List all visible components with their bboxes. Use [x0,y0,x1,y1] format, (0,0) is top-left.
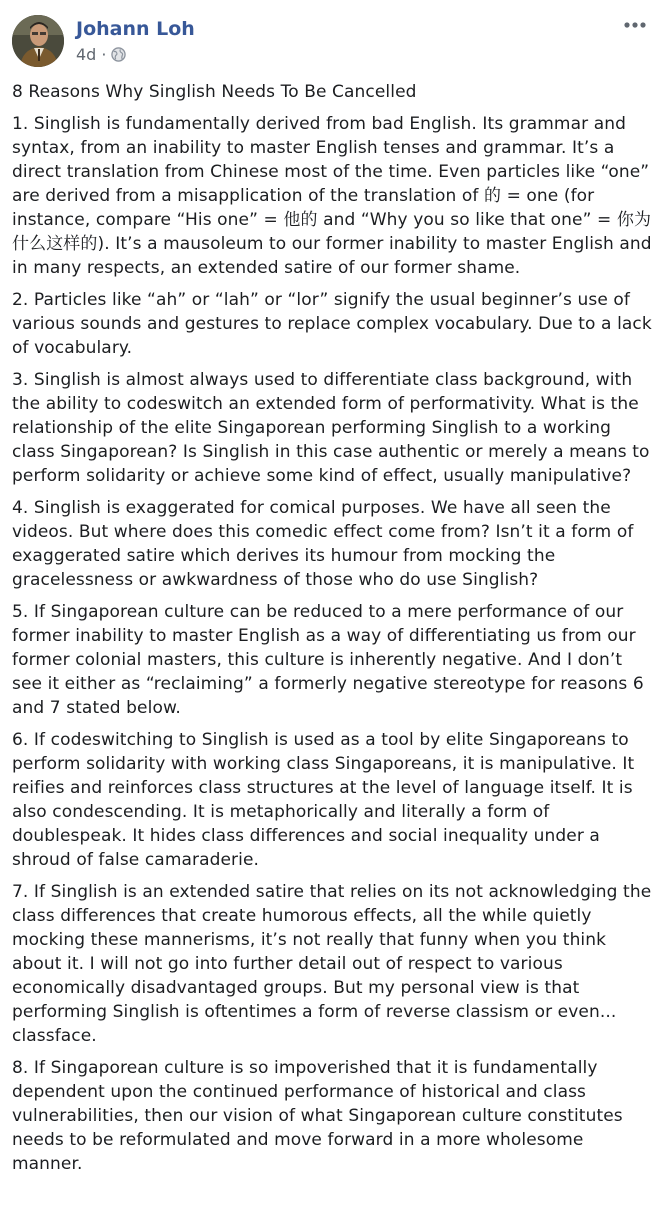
post-meta [76,45,126,64]
paragraph-8: 8. If Singaporean culture is so impoverished that it is fundamentally dependent upon the continued performance of historical and class vulnerabilities, then our vision of what Singaporean culture constitutes needs to be reformulated and move forward in a more wholesome manner. [12,1058,623,1174]
avatar-image [12,15,64,67]
post-body [12,80,652,1184]
paragraph-2: 2. Particles like “ah” or “lah” or “lor” signify the usual beginner’s use of various sounds and gestures to replace complex vocabulary. Due to a lack of vocabulary. [12,290,652,358]
paragraph-3: 3. Singlish is almost always used to differentiate class background, with the ability to codeswitch an extended form of performativity. What is the relationship of the elite Singaporean performing Singlish to a working class Singaporean? Is Singlish in this case authentic or merely a means to perform solidarity or achieve some kind of effect, usually manipulative? [12,370,650,486]
post-header [12,15,648,67]
post-title: 8 Reasons Why Singlish Needs To Be Cancelled [12,82,417,102]
paragraph-6: 6. If codeswitching to Singlish is used as a tool by elite Singaporeans to perform solidarity with working class Singaporeans, it is manipulative. It reifies and reinforces class structures at the level of language itself. It is also condescending. It is metaphorically and literally a form of doublespeak. It hides class differences and social inequality under a shroud of false camaraderie. [12,730,635,870]
paragraph-5: 5. If Singaporean culture can be reduced to a mere performance of our former inability to master English as a way of differentiating us from our former colonial masters, this culture is inherently negative. And I don’t see it either as “reclaiming” a formerly negative stereotype for reasons 6 and 7 stated below. [12,602,644,718]
paragraph-1: 1. Singlish is fundamentally derived from bad English. Its grammar and syntax, from an inability to master English tenses and grammar. It’s a direct translation from Chinese most of the time. Even particles like “one” are derived from a misapplication of the translation of 的 = one (for instance, compare “His one” = 他的 and “Why you so like that one” = 你为什么这样的). It’s a mausoleum to our former inability to master English and in many respects, an extended satire of our former shame. [12,114,652,278]
author-name[interactable]: Johann Loh [76,18,195,40]
paragraph-7: 7. If Singlish is an extended satire that relies on its not acknowledging the class differences that create humorous effects, all the while quietly mocking these mannerisms, it’s not really that funny when you think about it. I will not go into further detail out of respect to various economically disadvantaged groups. But my personal view is that performing Singlish is oftentimes a form of reverse classism or even... classface. [12,882,652,1046]
meta-separator: · [101,45,107,64]
timestamp[interactable]: 4d [76,45,97,64]
avatar[interactable] [12,15,64,67]
more-options-icon[interactable] [622,15,648,35]
globe-icon[interactable] [111,47,126,62]
paragraph-4: 4. Singlish is exaggerated for comical purposes. We have all seen the videos. But where does this comedic effect come from? Isn’t it a form of exaggerated satire which derives its humour from mocking the gracelessness or awkwardness of those who do use Singlish? [12,498,634,590]
